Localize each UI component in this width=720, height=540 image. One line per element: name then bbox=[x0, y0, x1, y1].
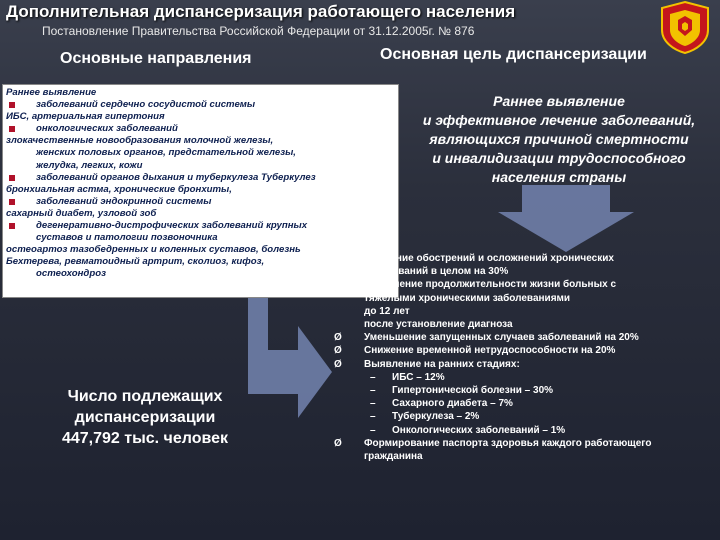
bullet-square-icon bbox=[9, 126, 15, 132]
direction-line bbox=[6, 208, 395, 220]
result-text: Онкологических заболеваний – 1% bbox=[392, 424, 566, 436]
result-item bbox=[334, 344, 714, 357]
result-item bbox=[334, 265, 714, 278]
direction-text: бронхиальная астма, хронические бронхиты, bbox=[6, 183, 232, 195]
direction-line bbox=[6, 147, 395, 159]
result-item bbox=[334, 397, 714, 410]
result-text: тяжелыми хроническими заболеваниями bbox=[364, 292, 571, 304]
result-text: Формирование паспорта здоровья каждого работающего bbox=[364, 437, 652, 449]
result-text: после установление диагноза bbox=[364, 319, 513, 331]
bullet-square-icon bbox=[9, 175, 15, 181]
direction-text: остеохондроз bbox=[36, 268, 106, 280]
result-text: Сахарного диабета – 7% bbox=[392, 398, 513, 410]
goal-line: Раннее выявление bbox=[493, 93, 625, 109]
dash-bullet-icon: – bbox=[370, 371, 376, 383]
result-item bbox=[334, 318, 714, 331]
goal-line: и инвалидизации трудоспособного bbox=[432, 150, 686, 166]
bullet-square-icon bbox=[9, 223, 15, 229]
arrow-bullet-icon: Ø bbox=[334, 358, 342, 370]
direction-text: сахарный диабет, узловой зоб bbox=[6, 207, 157, 219]
arrow-bullet-icon: Ø bbox=[334, 345, 342, 357]
direction-text: онкологических заболеваний bbox=[36, 123, 178, 135]
result-text: ИБС – 12% bbox=[392, 371, 445, 383]
result-item bbox=[334, 278, 714, 291]
goal-down-arrow bbox=[498, 185, 634, 252]
direction-line bbox=[6, 220, 395, 232]
direction-text: заболеваний органов дыхания и туберкулеза Туберкулез bbox=[36, 171, 316, 183]
dash-bullet-icon: – bbox=[370, 385, 376, 397]
direction-text: ИБС, артериальная гипертония bbox=[6, 111, 165, 123]
result-text: Гипертонической болезни – 30% bbox=[392, 385, 554, 397]
direction-line bbox=[6, 87, 395, 99]
direction-line bbox=[6, 135, 395, 147]
goal-text bbox=[398, 92, 720, 187]
result-text: заболеваний в целом на 30% bbox=[364, 266, 509, 278]
result-text: увеличение продолжительности жизни больных с bbox=[364, 279, 617, 291]
direction-line bbox=[6, 232, 395, 244]
directions-to-results-arrow bbox=[248, 298, 332, 418]
result-text: Выявление на ранних стадиях: bbox=[364, 358, 520, 370]
count-line: Число подлежащих bbox=[67, 388, 223, 405]
dash-bullet-icon: – bbox=[370, 411, 376, 423]
direction-text: остеоартоз тазобедренных и коленных суставов, болезнь bbox=[6, 244, 301, 256]
direction-text: Раннее выявление bbox=[6, 87, 97, 98]
page-title: Дополнительная диспансеризация работающего населения bbox=[6, 2, 516, 21]
result-text: Снижение обострений и осложнений хронических bbox=[364, 253, 614, 264]
result-text: гражданина bbox=[364, 451, 423, 463]
result-item bbox=[334, 252, 714, 265]
direction-line bbox=[6, 196, 395, 208]
result-item bbox=[334, 371, 714, 384]
page-subtitle: Постановление Правительства Российской Федерации от 31.12.2005г. № 876 bbox=[42, 24, 475, 38]
result-text: Туберкулеза – 2% bbox=[392, 411, 480, 423]
result-item bbox=[334, 384, 714, 397]
dash-bullet-icon: – bbox=[370, 424, 376, 436]
direction-line bbox=[6, 172, 395, 184]
result-item bbox=[334, 410, 714, 423]
direction-line bbox=[6, 160, 395, 172]
result-item bbox=[334, 437, 714, 450]
arrow-bullet-icon: Ø bbox=[334, 332, 342, 344]
dash-bullet-icon: – bbox=[370, 398, 376, 410]
bullet-square-icon bbox=[9, 199, 15, 205]
result-item bbox=[334, 424, 714, 437]
arrow-bullet-icon: Ø bbox=[334, 253, 342, 264]
direction-line bbox=[6, 123, 395, 135]
direction-text: заболеваний сердечно сосудистой системы bbox=[36, 99, 256, 111]
goal-line: населения страны bbox=[491, 169, 627, 185]
direction-line bbox=[6, 184, 395, 196]
direction-text: желудка, легких, кожи bbox=[36, 159, 143, 171]
goal-heading: Основная цель диспансеризации bbox=[380, 46, 647, 63]
direction-text: дегенеративно-дистрофических заболеваний крупных bbox=[36, 220, 308, 232]
population-count bbox=[30, 386, 260, 449]
arrow-bullet-icon: Ø bbox=[334, 437, 342, 449]
direction-text: заболеваний эндокринной системы bbox=[36, 195, 212, 207]
goal-line: являющихся причиной смертности bbox=[429, 131, 689, 147]
directions-heading: Основные направления bbox=[60, 50, 252, 67]
direction-text: злокачественные новообразования молочной железы, bbox=[6, 135, 274, 147]
result-text: Уменьшение запущенных случаев заболеваний на 20% bbox=[364, 332, 639, 344]
direction-text: женских половых органов, предстательной железы, bbox=[36, 147, 296, 159]
result-item bbox=[334, 331, 714, 344]
result-item bbox=[334, 450, 714, 463]
direction-line bbox=[6, 111, 395, 123]
bullet-square-icon bbox=[9, 102, 15, 108]
result-item bbox=[334, 305, 714, 318]
arrow-bullet-icon: Ø bbox=[334, 279, 342, 291]
result-text: Снижение временной нетрудоспособности на 20% bbox=[364, 345, 616, 357]
result-item bbox=[334, 292, 714, 305]
result-item bbox=[334, 358, 714, 371]
expected-results-list bbox=[334, 252, 714, 463]
count-line: диспансеризации bbox=[74, 409, 216, 426]
direction-text: суставов и патологии позвоночника bbox=[36, 232, 218, 244]
direction-text: Бехтерева, ревматоидный артрит, сколиоз, кифоз, bbox=[6, 256, 265, 268]
direction-line bbox=[6, 99, 395, 111]
count-line: 447,792 тыс. человек bbox=[61, 430, 228, 447]
goal-line: и эффективное лечение заболеваний, bbox=[422, 112, 696, 128]
result-text: до 12 лет bbox=[364, 305, 410, 317]
